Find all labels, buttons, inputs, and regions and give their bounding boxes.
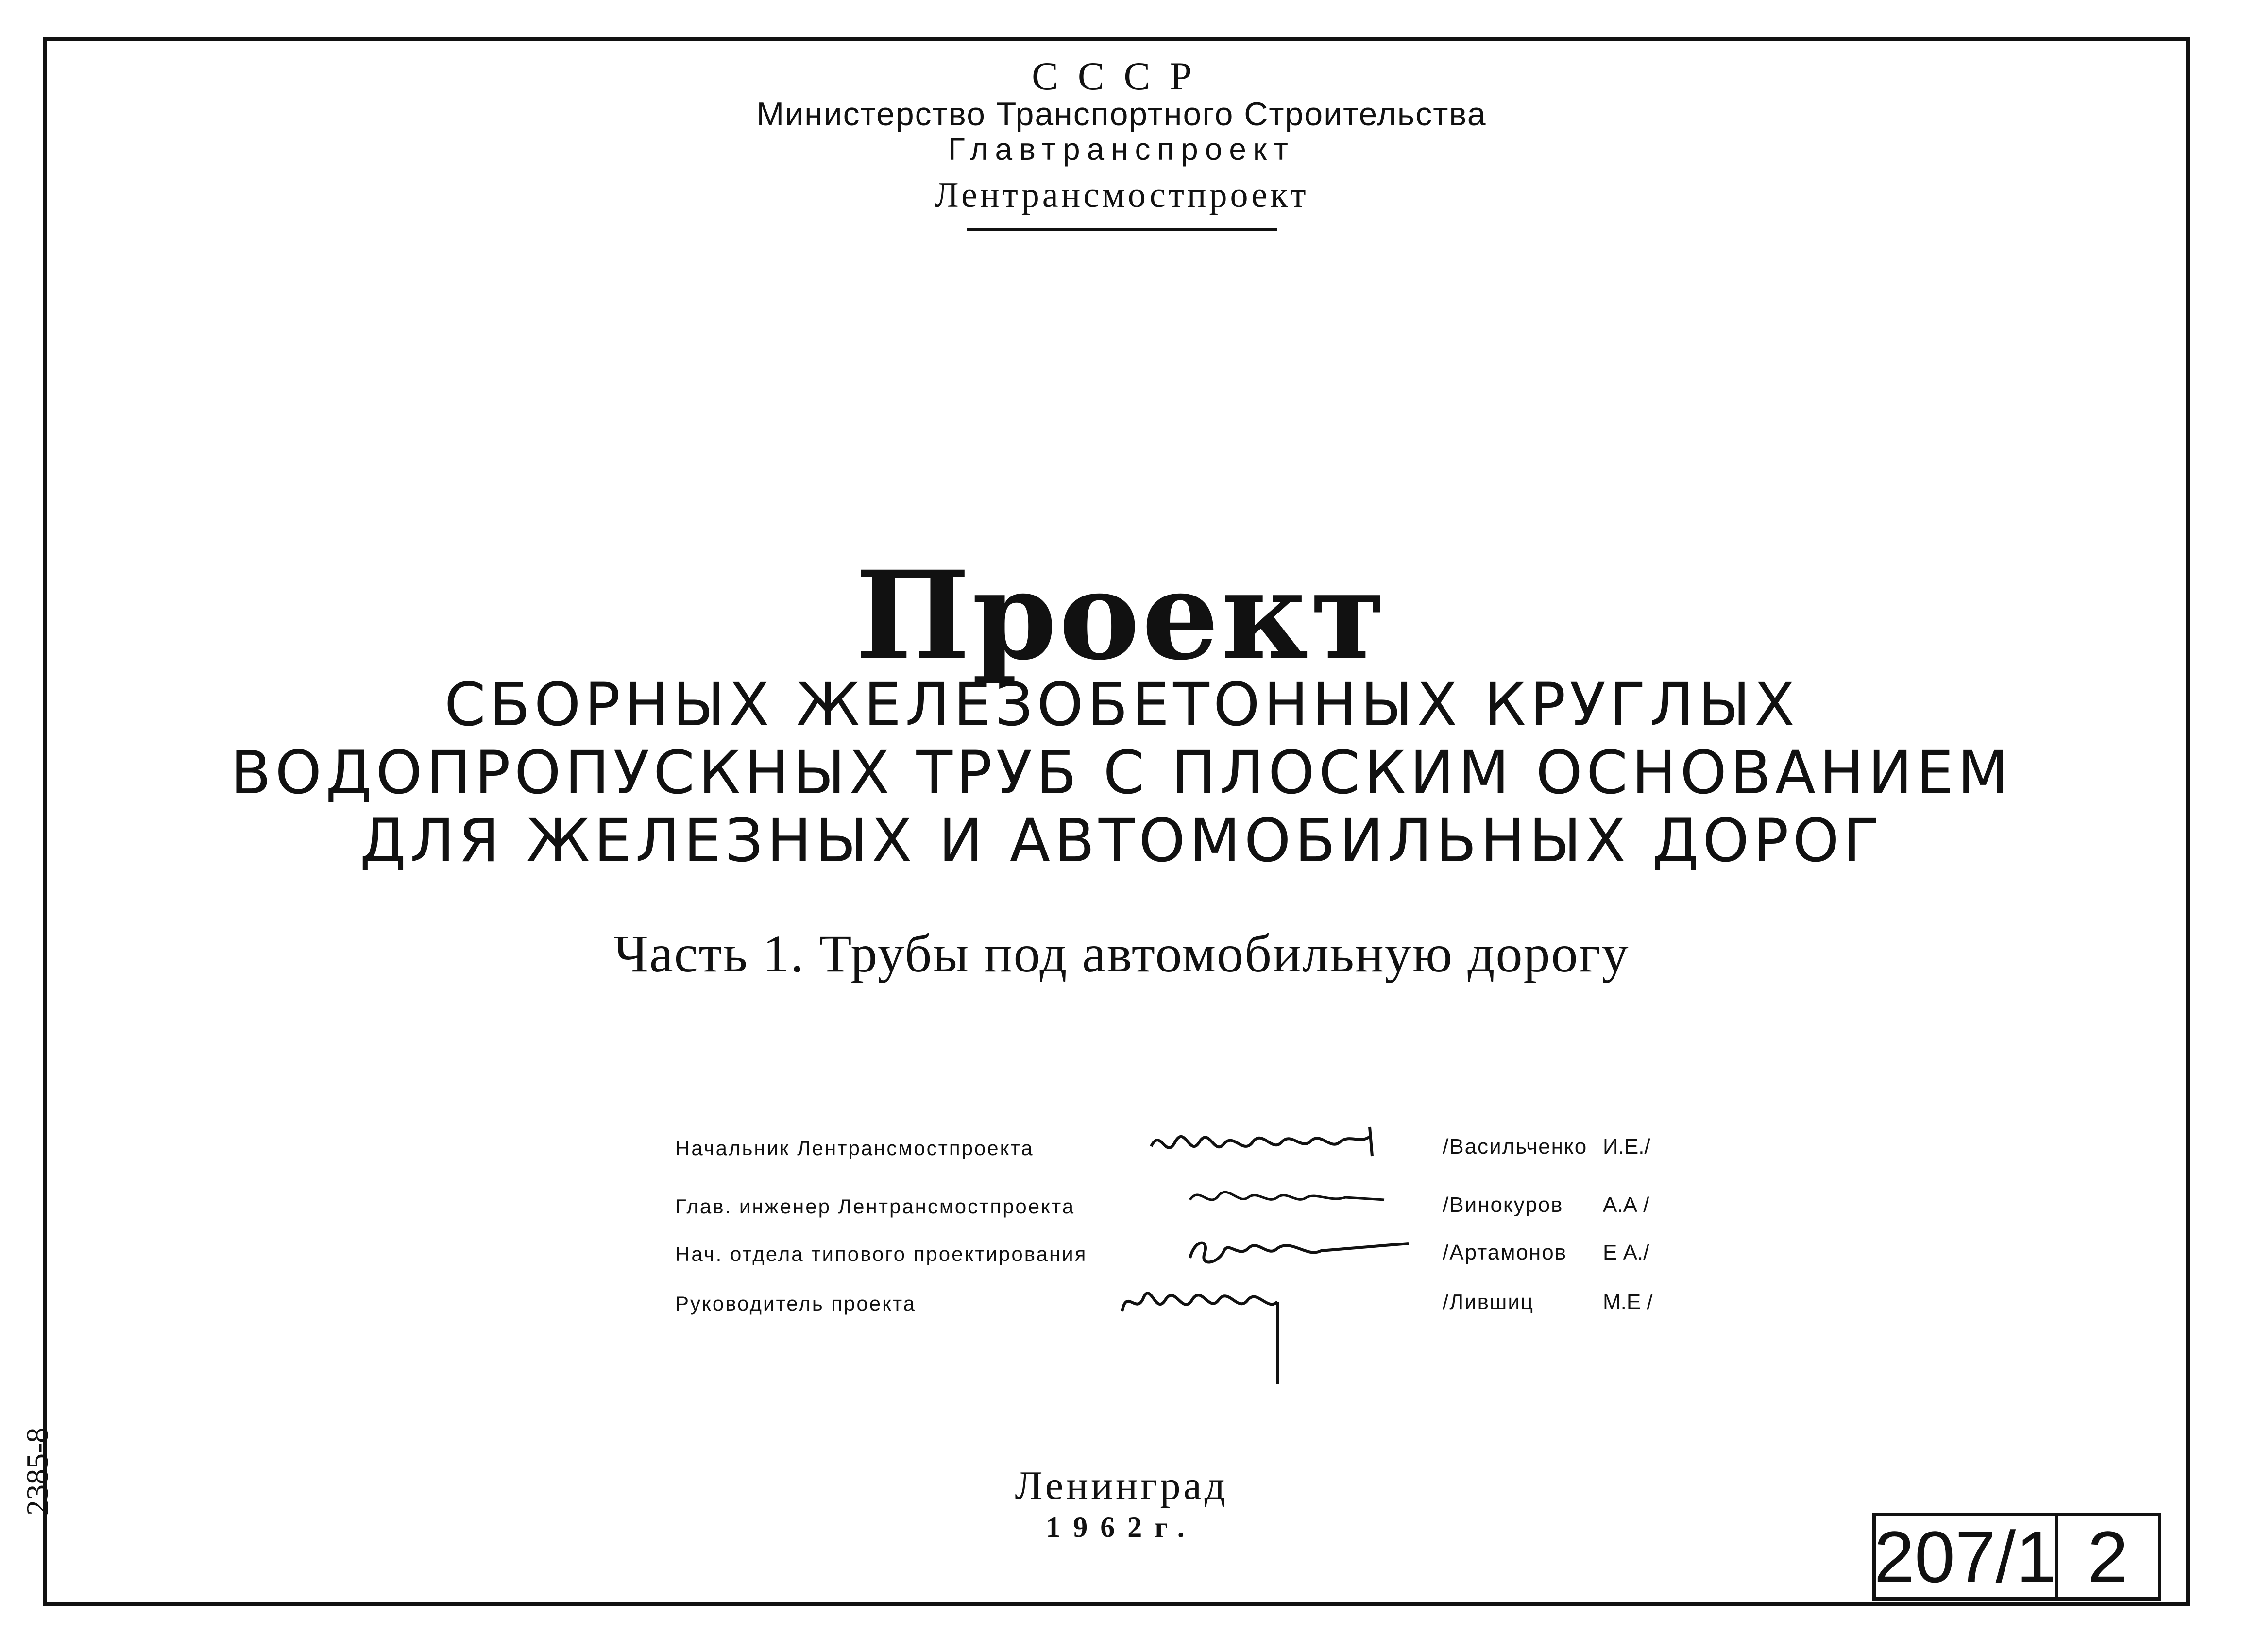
footer-city: Ленинград xyxy=(1015,1463,1228,1508)
subtitle-line-3: ДЛЯ ЖЕЛЕЗНЫХ И АВТОМОБИЛЬНЫХ ДОРОГ xyxy=(359,806,1884,875)
signature-1 xyxy=(1146,1117,1379,1180)
footer-year: 1962г. xyxy=(1046,1511,1197,1543)
signatory-name: /Артамонов xyxy=(1443,1241,1567,1264)
header-rule xyxy=(967,228,1277,231)
signatory-role: Начальник Лентрансмостпроекта xyxy=(675,1137,1034,1159)
signatory-initials: А.А / xyxy=(1603,1193,1649,1217)
signatory-role: Нач. отдела типового проектирования xyxy=(675,1243,1088,1265)
header-organization: Лентрансмостпроект xyxy=(934,175,1309,215)
signatory-name: /Лившиц xyxy=(1443,1290,1534,1314)
stamp-number: 207/1 xyxy=(1876,1516,2058,1597)
signatory-initials: И.Е./ xyxy=(1603,1135,1650,1158)
signatory-name: /Васильченко xyxy=(1443,1135,1588,1158)
subtitle-line-1: СБОРНЫХ ЖЕЛЕЗОБЕТОННЫХ КРУГЛЫХ xyxy=(444,670,1799,739)
stamp-sheet: 2 xyxy=(2087,1516,2128,1598)
signatory-initials: М.Е / xyxy=(1603,1290,1653,1314)
signatory-role: Руководитель проекта xyxy=(675,1292,917,1315)
signatory-initials: Е А./ xyxy=(1603,1241,1649,1264)
header-directorate: Главтранспроект xyxy=(948,132,1295,167)
signature-2 xyxy=(1185,1180,1389,1219)
header-country: СССР xyxy=(1032,54,1211,98)
page-title: Проект xyxy=(855,544,1388,687)
part-title: Часть 1. Трубы под автомобильную дорогу xyxy=(613,924,1630,983)
signature-4 xyxy=(1117,1273,1302,1389)
subtitle-line-2: ВОДОПРОПУСКНЫХ ТРУБ С ПЛОСКИМ ОСНОВАНИЕМ xyxy=(230,738,2013,807)
document-stamp xyxy=(1872,1513,2161,1601)
header-ministry: Министерство Транспортного Строительства xyxy=(756,96,1487,133)
signatory-name: /Винокуров xyxy=(1443,1193,1563,1217)
side-archive-code: 2385-8 xyxy=(20,1427,54,1516)
signatory-role: Глав. инженер Лентрансмостпроекта xyxy=(675,1195,1075,1218)
signature-3 xyxy=(1180,1224,1413,1277)
